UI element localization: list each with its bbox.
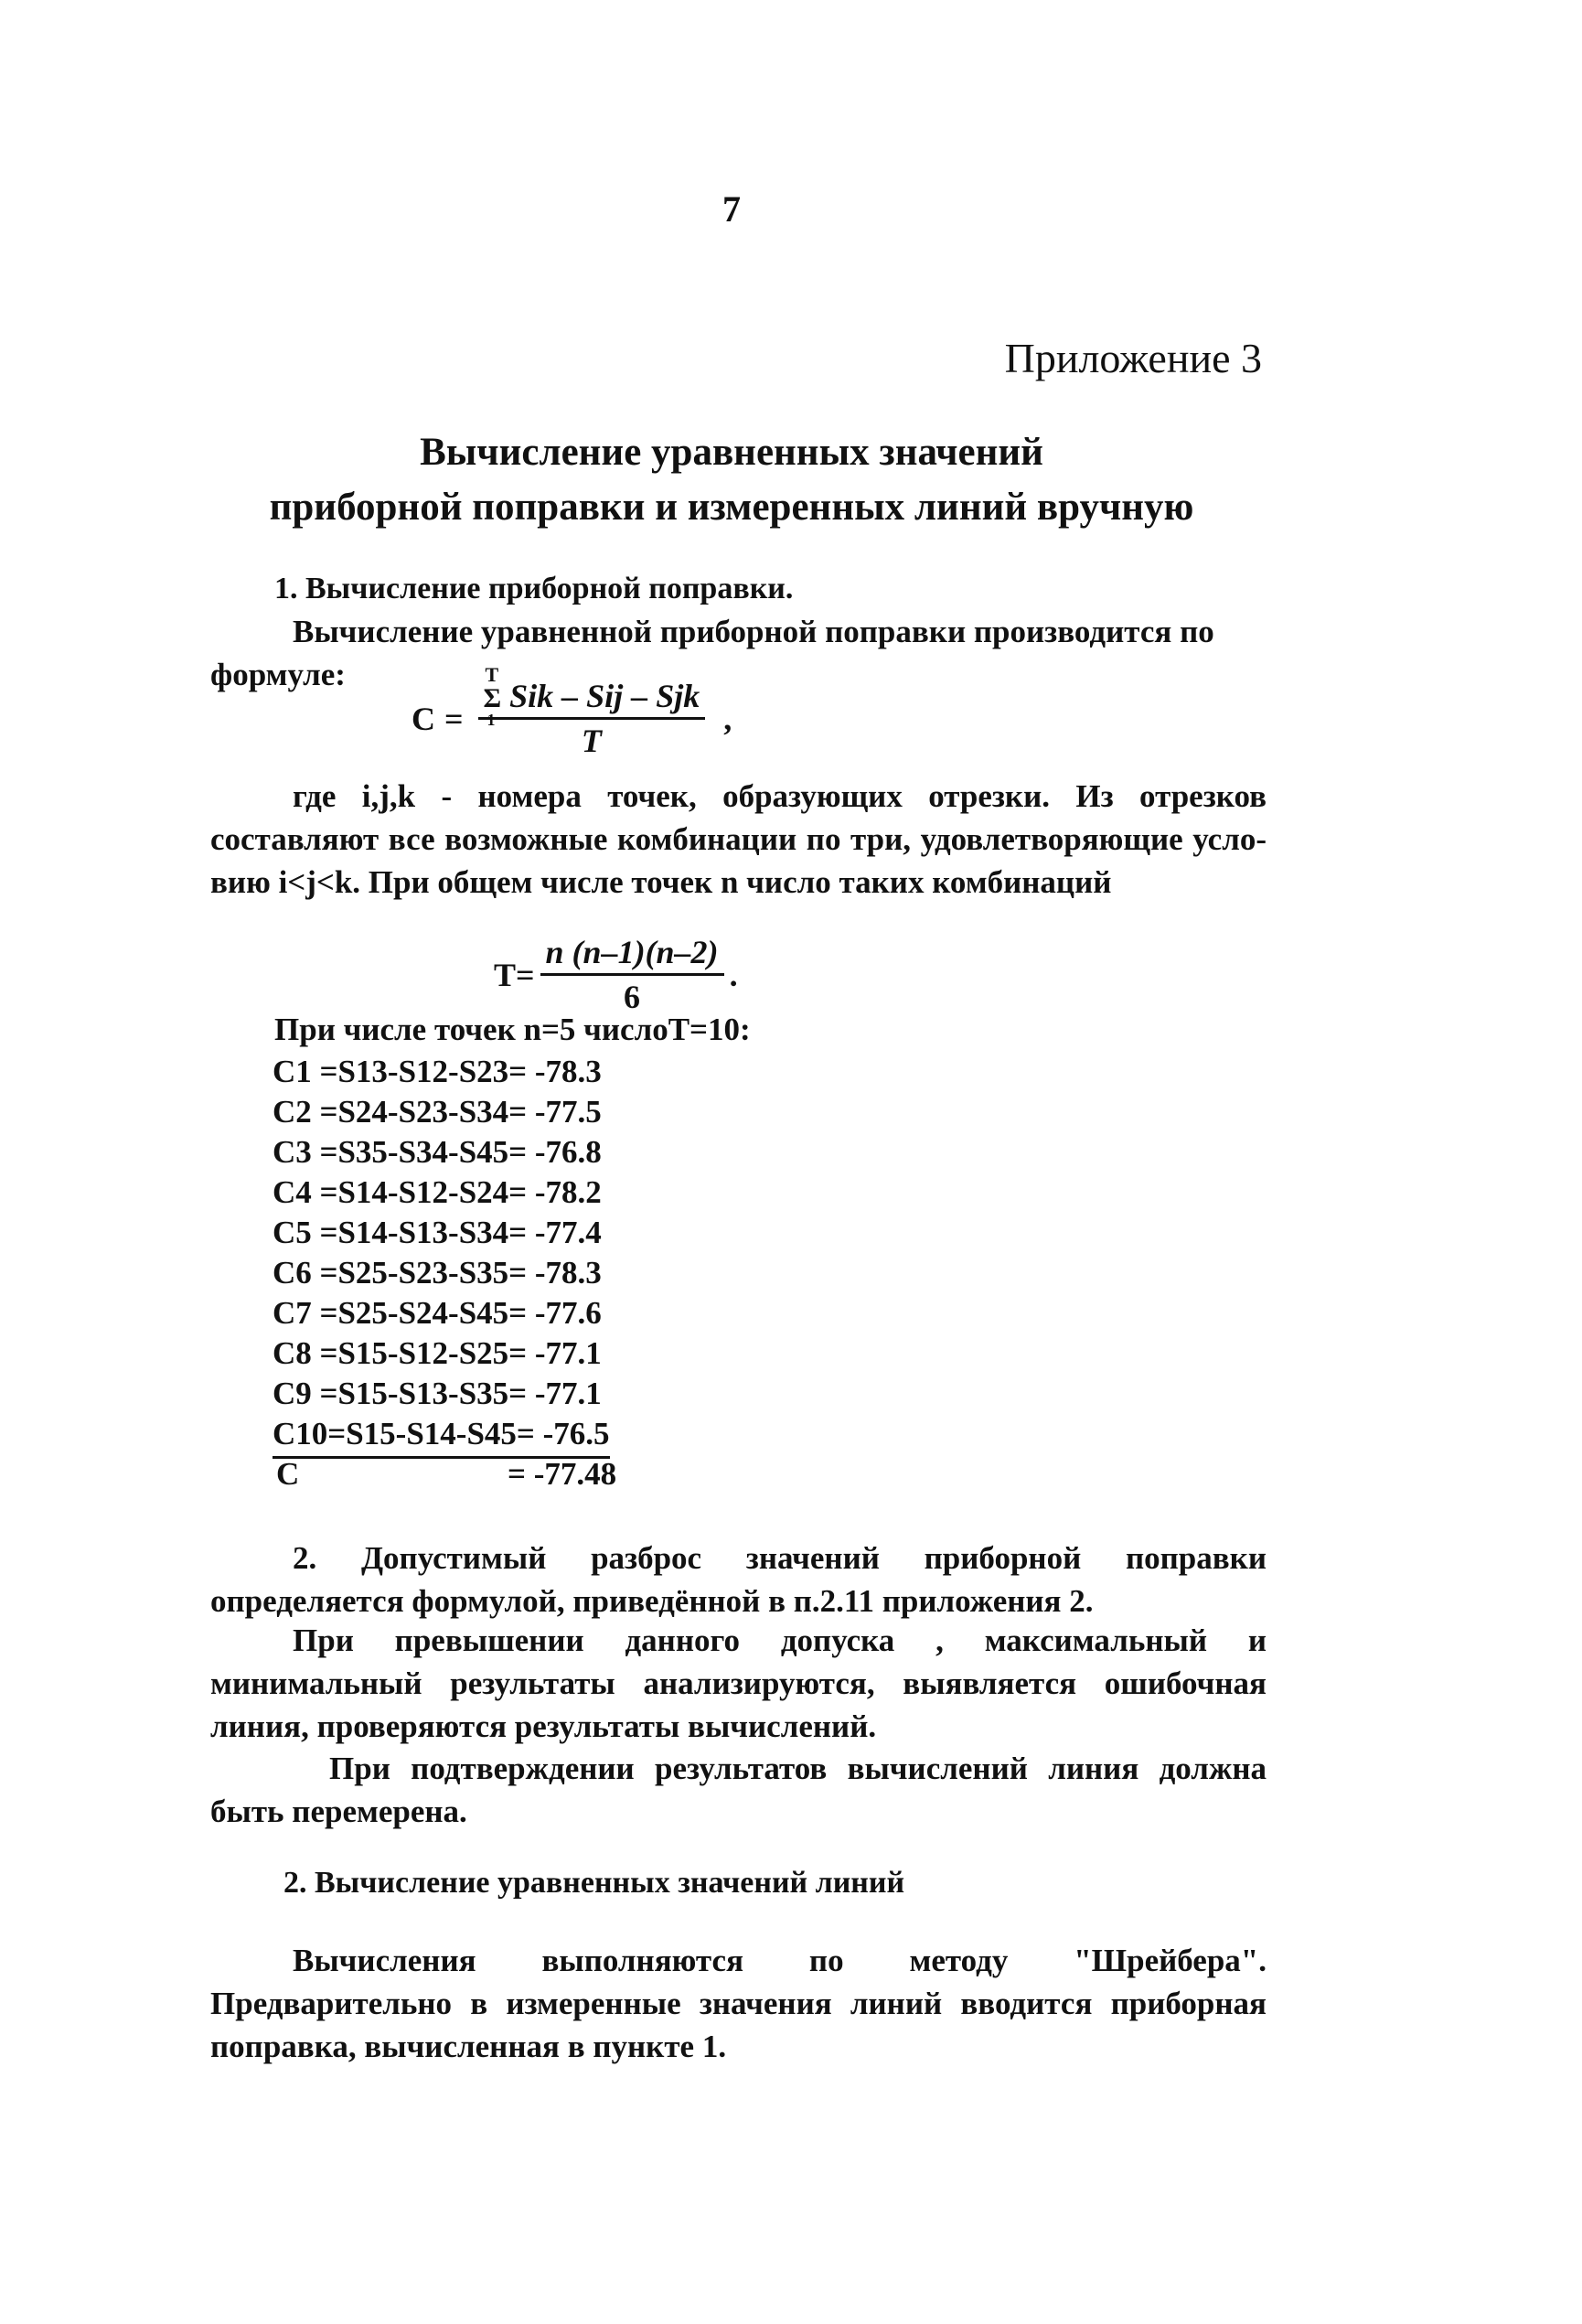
formula-t-fraction <box>540 933 724 1016</box>
remeasure-paragraph: При подтверждении результатов вычислений линия должна быть перемерена. <box>210 1751 1267 1829</box>
section2-heading: 2. Вычисление уравненных значений линий <box>283 1866 905 1900</box>
title-line-2: приборной поправки и измеренных линий вручную <box>269 486 1194 529</box>
intro-line-2: формуле: <box>210 657 346 692</box>
formula-c-denominator: T <box>581 723 602 759</box>
formula-c <box>412 663 732 760</box>
sum-lower-limit: 1 <box>486 711 496 729</box>
calc-row: C2 =S24-S23-S34= -77.5 <box>273 1094 602 1130</box>
formula-c-equals: = <box>444 700 464 737</box>
calc-row: C3 =S35-S34-S45= -76.8 <box>273 1134 602 1170</box>
calc-row: C6 =S25-S23-S35= -78.3 <box>273 1255 602 1291</box>
result-value: = -77.48 <box>508 1456 617 1492</box>
section1-heading: 1. Вычисление приборной поправки. <box>274 572 794 605</box>
formula-c-fraction <box>478 663 706 760</box>
calc-row: C4 =S14-S12-S24= -78.2 <box>273 1174 602 1210</box>
formula-c-lhs: С <box>412 700 435 737</box>
formula-t-denominator: 6 <box>624 979 641 1015</box>
intro-line-1: Вычисление уравненной приборной поправки производится по <box>293 614 1214 649</box>
calc-row: C8 =S15-S12-S25= -77.1 <box>273 1335 602 1371</box>
formula-t-period: . <box>729 956 738 993</box>
schreiber-paragraph: Вычисления выполняются по методу "Шрейбера". Предварительно в измеренные значения линий вводится приборная поправка, вычисленная в пункте 1. <box>210 1943 1267 2064</box>
sum-upper-limit: T <box>485 663 499 686</box>
calc-row: C5 =S14-S13-S34= -77.4 <box>273 1215 602 1250</box>
n5-line: При числе точек n=5 числоТ=10: <box>274 1012 751 1047</box>
page-number: 7 <box>722 188 741 230</box>
result-label: C <box>276 1456 300 1492</box>
formula-t-lhs: T= <box>494 956 535 993</box>
tolerance-paragraph: 2. Допустимый разброс значений приборной поправки определяется формулой, приведённой в п.2.11 приложения 2. <box>210 1540 1267 1619</box>
appendix-label: Приложение 3 <box>1004 335 1262 381</box>
section1-intro <box>210 610 1267 696</box>
formula-t-numerator: n (n–1)(n–2) <box>540 933 724 976</box>
calc-row-last: C10=S15-S14-S45= -76.5 <box>273 1414 610 1459</box>
calc-row: C7 =S25-S24-S45= -77.6 <box>273 1295 602 1331</box>
formula-t <box>494 933 738 1016</box>
formula-c-comma: , <box>723 700 732 737</box>
formula-explanation: где i,j,k - номера точек, образующих отрезки. Из отрезков составляют все возможные комбинации по три, удовлетворяющие усло-вию i<j<k. При общем числе точек n число таких комбинаций <box>210 778 1267 900</box>
title-line-1: Вычисление уравненных значений <box>420 431 1043 474</box>
sum-symbol: Σ T 1 <box>483 663 502 729</box>
calc-row: C9 =S15-S13-S35= -77.1 <box>273 1376 602 1411</box>
exceeding-paragraph: При превышении данного допуска , максимальный и минимальный результаты анализируются, выявляется ошибочная линия, проверяются результаты вычислений. <box>210 1623 1267 1744</box>
document-title <box>219 425 1244 535</box>
calc-row: C1 =S13-S12-S23= -78.3 <box>273 1054 602 1089</box>
formula-c-numerator <box>478 663 706 729</box>
formula-c-numerator-terms: Sik – Sij – Sjk <box>509 678 700 714</box>
